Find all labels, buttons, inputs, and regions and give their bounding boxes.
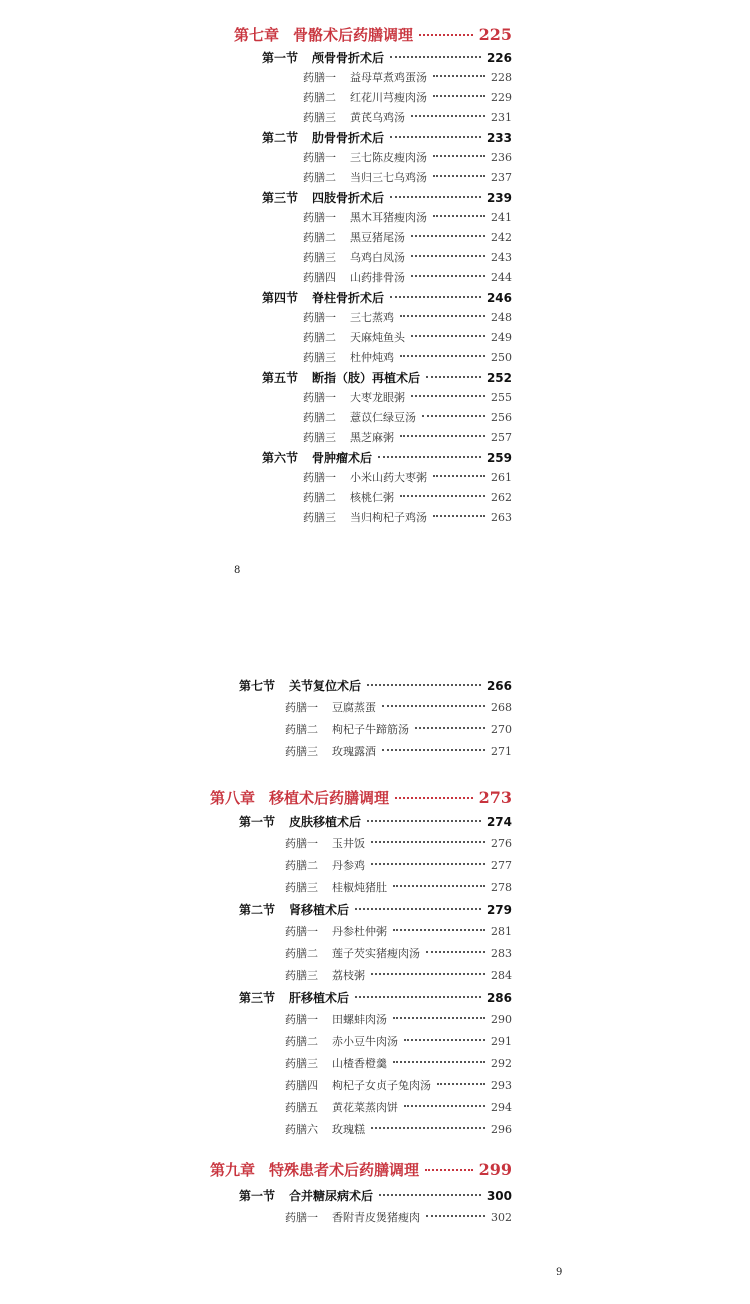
dot-leader xyxy=(382,749,485,751)
entry-title: 肋骨骨折术后 xyxy=(312,131,385,145)
entry-page-number: 299 xyxy=(478,1160,512,1179)
entry-title: 香附青皮煲猪瘦肉 xyxy=(332,1211,420,1224)
entry-label: 药膳三 xyxy=(303,351,336,364)
entry-title: 田螺蚌肉汤 xyxy=(332,1013,387,1026)
toc-section[interactable] xyxy=(239,1187,512,1204)
dot-leader xyxy=(426,376,481,378)
toc-recipe[interactable] xyxy=(303,409,512,425)
entry-label: 药膳一 xyxy=(303,471,336,484)
entry-page-number: 296 xyxy=(491,1123,512,1136)
entry-label: 药膳二 xyxy=(303,91,336,104)
toc-recipe[interactable] xyxy=(285,721,512,737)
toc-recipe[interactable] xyxy=(303,249,512,265)
entry-label: 药膳一 xyxy=(303,311,336,324)
dot-leader xyxy=(400,435,485,437)
dot-leader xyxy=(378,456,481,458)
entry-page-number: 302 xyxy=(491,1211,512,1224)
entry-title: 黄芪乌鸡汤 xyxy=(350,111,405,124)
dot-leader xyxy=(390,136,481,138)
entry-label: 第一节 xyxy=(262,51,299,65)
entry-title: 脊柱骨折术后 xyxy=(312,291,385,305)
entry-title: 薏苡仁绿豆汤 xyxy=(350,411,416,424)
dot-leader xyxy=(355,996,481,998)
entry-page-number: 255 xyxy=(491,391,512,404)
entry-label: 药膳二 xyxy=(303,411,336,424)
entry-title: 赤小豆牛肉汤 xyxy=(332,1035,398,1048)
entry-page-number: 249 xyxy=(491,331,512,344)
dot-leader xyxy=(411,235,485,237)
entry-title: 山楂香橙羹 xyxy=(332,1057,387,1070)
dot-leader xyxy=(395,797,473,799)
dot-leader xyxy=(393,1017,485,1019)
entry-title: 当归三七乌鸡汤 xyxy=(350,171,427,184)
page-number: 9 xyxy=(556,1267,563,1278)
entry-title: 大枣龙眼粥 xyxy=(350,391,405,404)
dot-leader xyxy=(371,1127,485,1129)
toc-recipe[interactable] xyxy=(285,1011,512,1027)
entry-label: 第二节 xyxy=(239,903,276,917)
entry-title: 黑豆猪尾汤 xyxy=(350,231,405,244)
entry-title: 当归枸杞子鸡汤 xyxy=(350,511,427,524)
dot-leader xyxy=(411,335,485,337)
dot-leader xyxy=(404,1039,485,1041)
entry-page-number: 293 xyxy=(491,1079,512,1092)
entry-label: 第九章 xyxy=(210,1161,256,1179)
toc-recipe[interactable] xyxy=(303,89,512,105)
entry-page-number: 281 xyxy=(491,925,512,938)
entry-title: 益母草煮鸡蛋汤 xyxy=(350,71,427,84)
entry-label: 第三节 xyxy=(239,991,276,1005)
entry-page-number: 252 xyxy=(486,371,512,385)
toc-recipe[interactable] xyxy=(285,1099,512,1115)
toc-section[interactable] xyxy=(262,189,512,206)
toc-recipe[interactable] xyxy=(303,309,512,325)
entry-title: 小米山药大枣粥 xyxy=(350,471,427,484)
toc-recipe[interactable] xyxy=(303,109,512,125)
entry-page-number: 279 xyxy=(486,903,512,917)
entry-title: 黑木耳猪瘦肉汤 xyxy=(350,211,427,224)
entry-label: 药膳一 xyxy=(303,211,336,224)
toc-recipe[interactable] xyxy=(285,1121,512,1137)
entry-title: 豆腐蒸蛋 xyxy=(332,701,376,714)
entry-label: 药膳一 xyxy=(285,837,318,850)
dot-leader xyxy=(411,255,485,257)
dot-leader xyxy=(419,34,473,36)
dot-leader xyxy=(411,275,485,277)
entry-title: 关节复位术后 xyxy=(289,679,362,693)
toc-recipe[interactable] xyxy=(303,229,512,245)
entry-label: 药膳六 xyxy=(285,1123,318,1136)
dot-leader xyxy=(433,155,485,157)
entry-label: 药膳二 xyxy=(303,231,336,244)
entry-label: 药膳三 xyxy=(303,511,336,524)
toc-recipe[interactable] xyxy=(285,857,512,873)
entry-page-number: 286 xyxy=(486,991,512,1005)
dot-leader xyxy=(390,56,481,58)
toc-chapter[interactable] xyxy=(210,787,512,808)
entry-title: 红花川芎瘦肉汤 xyxy=(350,91,427,104)
toc-recipe[interactable] xyxy=(303,329,512,345)
entry-title: 荔枝粥 xyxy=(332,969,365,982)
entry-page-number: 229 xyxy=(491,91,512,104)
toc-recipe[interactable] xyxy=(303,69,512,85)
entry-title: 骨肿瘤术后 xyxy=(312,451,373,465)
entry-label: 第一节 xyxy=(239,1189,276,1203)
dot-leader xyxy=(371,863,485,865)
dot-leader xyxy=(367,684,481,686)
entry-page-number: 283 xyxy=(491,947,512,960)
dot-leader xyxy=(411,395,485,397)
dot-leader xyxy=(400,315,485,317)
dot-leader xyxy=(393,929,485,931)
toc-recipe[interactable] xyxy=(303,389,512,405)
dot-leader xyxy=(426,951,485,953)
entry-title: 核桃仁粥 xyxy=(350,491,394,504)
entry-label: 药膳一 xyxy=(303,391,336,404)
entry-label: 第二节 xyxy=(262,131,299,145)
entry-page-number: 228 xyxy=(491,71,512,84)
entry-page-number: 236 xyxy=(491,151,512,164)
toc-recipe[interactable] xyxy=(285,923,512,939)
entry-title: 黑芝麻粥 xyxy=(350,431,394,444)
entry-page-number: 233 xyxy=(486,131,512,145)
entry-page-number: 243 xyxy=(491,251,512,264)
dot-leader xyxy=(400,355,485,357)
entry-page-number: 278 xyxy=(491,881,512,894)
toc-recipe[interactable] xyxy=(285,699,512,715)
entry-label: 第六节 xyxy=(262,451,299,465)
entry-page-number: 291 xyxy=(491,1035,512,1048)
entry-title: 四肢骨折术后 xyxy=(312,191,385,205)
entry-label: 第五节 xyxy=(262,371,299,385)
entry-label: 药膳三 xyxy=(285,1057,318,1070)
dot-leader xyxy=(433,215,485,217)
entry-page-number: 261 xyxy=(491,471,512,484)
dot-leader xyxy=(382,705,485,707)
entry-page-number: 268 xyxy=(491,701,512,714)
entry-page-number: 246 xyxy=(486,291,512,305)
entry-title: 乌鸡白凤汤 xyxy=(350,251,405,264)
entry-page-number: 244 xyxy=(491,271,512,284)
entry-title: 桂椒炖猪肚 xyxy=(332,881,387,894)
toc-recipe[interactable] xyxy=(285,1033,512,1049)
entry-label: 药膳三 xyxy=(303,431,336,444)
entry-label: 药膳四 xyxy=(285,1079,318,1092)
entry-label: 药膳二 xyxy=(285,947,318,960)
entry-title: 特殊患者术后药膳调理 xyxy=(269,1161,420,1179)
entry-page-number: 266 xyxy=(486,679,512,693)
entry-page-number: 276 xyxy=(491,837,512,850)
entry-page-number: 262 xyxy=(491,491,512,504)
entry-page-number: 270 xyxy=(491,723,512,736)
page-number: 8 xyxy=(234,565,241,576)
entry-label: 药膳五 xyxy=(285,1101,318,1114)
entry-label: 药膳二 xyxy=(285,1035,318,1048)
toc-page-9 xyxy=(0,650,750,1304)
toc-recipe[interactable] xyxy=(303,149,512,165)
toc-recipe[interactable] xyxy=(303,429,512,445)
entry-label: 药膳三 xyxy=(303,251,336,264)
entry-label: 药膳一 xyxy=(285,925,318,938)
toc-recipe[interactable] xyxy=(285,1209,512,1225)
toc-recipe[interactable] xyxy=(303,169,512,185)
entry-page-number: 257 xyxy=(491,431,512,444)
entry-page-number: 290 xyxy=(491,1013,512,1026)
dot-leader xyxy=(433,95,485,97)
entry-label: 药膳四 xyxy=(303,271,336,284)
entry-title: 玉井饭 xyxy=(332,837,365,850)
toc-section[interactable] xyxy=(239,989,512,1006)
entry-page-number: 231 xyxy=(491,111,512,124)
toc-section[interactable] xyxy=(239,677,512,694)
entry-label: 药膳三 xyxy=(285,745,318,758)
toc-recipe[interactable] xyxy=(303,209,512,225)
entry-title: 枸杞子牛蹄筋汤 xyxy=(332,723,409,736)
entry-page-number: 300 xyxy=(486,1189,512,1203)
dot-leader xyxy=(433,175,485,177)
entry-label: 第七节 xyxy=(239,679,276,693)
entry-title: 骨骼术后药膳调理 xyxy=(293,26,414,44)
entry-label: 第七章 xyxy=(234,26,280,44)
toc-recipe[interactable] xyxy=(285,879,512,895)
entry-title: 黄花菜蒸肉饼 xyxy=(332,1101,398,1114)
toc-recipe[interactable] xyxy=(285,743,512,759)
dot-leader xyxy=(393,1061,485,1063)
toc-chapter[interactable] xyxy=(234,24,512,45)
dot-leader xyxy=(371,841,485,843)
toc-section[interactable] xyxy=(262,129,512,146)
entry-page-number: 277 xyxy=(491,859,512,872)
dot-leader xyxy=(411,115,485,117)
entry-title: 合并糖尿病术后 xyxy=(289,1189,374,1203)
toc-section[interactable] xyxy=(262,369,512,386)
entry-label: 药膳一 xyxy=(303,71,336,84)
entry-label: 第一节 xyxy=(239,815,276,829)
entry-title: 皮肤移植术后 xyxy=(289,815,362,829)
entry-page-number: 241 xyxy=(491,211,512,224)
entry-title: 丹参鸡 xyxy=(332,859,365,872)
entry-label: 药膳三 xyxy=(285,881,318,894)
toc-recipe[interactable] xyxy=(285,945,512,961)
toc-section[interactable] xyxy=(262,289,512,306)
entry-label: 药膳二 xyxy=(303,491,336,504)
entry-label: 第八章 xyxy=(210,789,256,807)
entry-title: 三七蒸鸡 xyxy=(350,311,394,324)
dot-leader xyxy=(425,1169,473,1171)
dot-leader xyxy=(433,75,485,77)
toc-recipe[interactable] xyxy=(303,509,512,525)
dot-leader xyxy=(433,475,485,477)
dot-leader xyxy=(367,820,481,822)
entry-page-number: 239 xyxy=(486,191,512,205)
dot-leader xyxy=(400,495,485,497)
entry-label: 药膳一 xyxy=(303,151,336,164)
entry-label: 药膳三 xyxy=(303,111,336,124)
entry-label: 药膳二 xyxy=(303,171,336,184)
dot-leader xyxy=(390,296,481,298)
dot-leader xyxy=(355,908,481,910)
entry-title: 颅骨骨折术后 xyxy=(312,51,385,65)
entry-title: 天麻炖鱼头 xyxy=(350,331,405,344)
toc-recipe[interactable] xyxy=(285,1055,512,1071)
toc-recipe[interactable] xyxy=(303,469,512,485)
entry-label: 药膳一 xyxy=(285,1013,318,1026)
dot-leader xyxy=(393,885,485,887)
entry-page-number: 237 xyxy=(491,171,512,184)
entry-label: 药膳二 xyxy=(303,331,336,344)
entry-title: 丹参杜仲粥 xyxy=(332,925,387,938)
entry-label: 第四节 xyxy=(262,291,299,305)
entry-title: 枸杞子女贞子兔肉汤 xyxy=(332,1079,431,1092)
entry-title: 山药排骨汤 xyxy=(350,271,405,284)
entry-page-number: 274 xyxy=(486,815,512,829)
dot-leader xyxy=(371,973,485,975)
toc-section[interactable] xyxy=(239,901,512,918)
dot-leader xyxy=(390,196,481,198)
entry-title: 断指（肢）再植术后 xyxy=(312,371,421,385)
entry-page-number: 225 xyxy=(478,25,512,44)
toc-section[interactable] xyxy=(262,49,512,66)
entry-page-number: 248 xyxy=(491,311,512,324)
entry-label: 药膳二 xyxy=(285,859,318,872)
entry-page-number: 242 xyxy=(491,231,512,244)
entry-page-number: 273 xyxy=(478,788,512,807)
entry-page-number: 256 xyxy=(491,411,512,424)
entry-title: 玫瑰糕 xyxy=(332,1123,365,1136)
dot-leader xyxy=(422,415,485,417)
entry-page-number: 250 xyxy=(491,351,512,364)
entry-page-number: 226 xyxy=(486,51,512,65)
dot-leader xyxy=(437,1083,485,1085)
dot-leader xyxy=(404,1105,485,1107)
toc-recipe[interactable] xyxy=(285,835,512,851)
toc-recipe[interactable] xyxy=(303,269,512,285)
toc-recipe[interactable] xyxy=(303,349,512,365)
entry-title: 肾移植术后 xyxy=(289,903,350,917)
entry-title: 肝移植术后 xyxy=(289,991,350,1005)
entry-label: 药膳二 xyxy=(285,723,318,736)
dot-leader xyxy=(426,1215,485,1217)
entry-label: 第三节 xyxy=(262,191,299,205)
entry-page-number: 292 xyxy=(491,1057,512,1070)
entry-label: 药膳一 xyxy=(285,701,318,714)
toc-recipe[interactable] xyxy=(285,967,512,983)
entry-page-number: 263 xyxy=(491,511,512,524)
dot-leader xyxy=(415,727,485,729)
entry-title: 莲子芡实猪瘦肉汤 xyxy=(332,947,420,960)
toc-recipe[interactable] xyxy=(303,489,512,505)
entry-page-number: 271 xyxy=(491,745,512,758)
entry-page-number: 284 xyxy=(491,969,512,982)
entry-page-number: 294 xyxy=(491,1101,512,1114)
entry-page-number: 259 xyxy=(486,451,512,465)
entry-title: 移植术后药膳调理 xyxy=(269,789,390,807)
toc-chapter[interactable] xyxy=(210,1159,512,1180)
toc-recipe[interactable] xyxy=(285,1077,512,1093)
toc-section[interactable] xyxy=(262,449,512,466)
toc-page-8 xyxy=(0,0,750,600)
dot-leader xyxy=(433,515,485,517)
dot-leader xyxy=(379,1194,481,1196)
entry-title: 玫瑰露酒 xyxy=(332,745,376,758)
entry-label: 药膳一 xyxy=(285,1211,318,1224)
entry-title: 杜仲炖鸡 xyxy=(350,351,394,364)
entry-label: 药膳三 xyxy=(285,969,318,982)
toc-section[interactable] xyxy=(239,813,512,830)
entry-title: 三七陈皮瘦肉汤 xyxy=(350,151,427,164)
